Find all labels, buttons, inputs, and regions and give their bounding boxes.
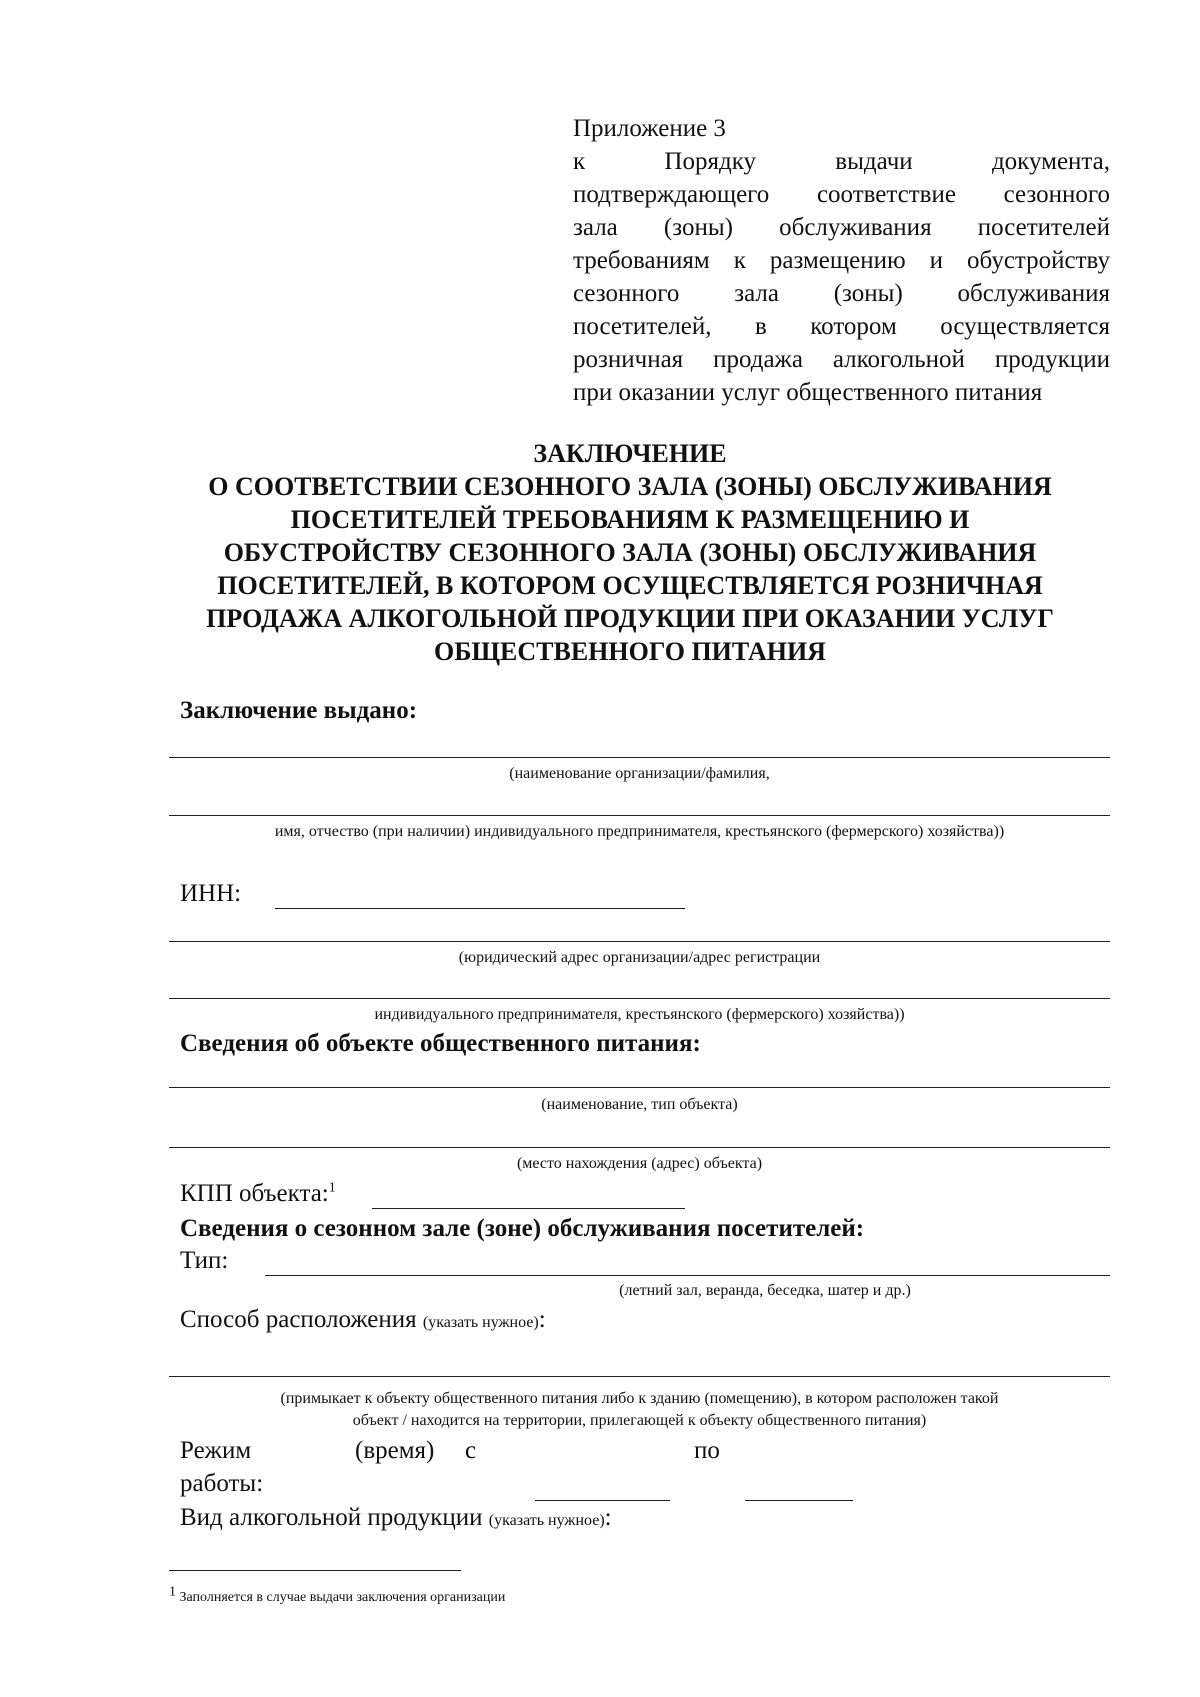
placement-caption-2: объект / находится на территории, прилегающей к объекту общественного питания) <box>352 1412 927 1429</box>
appendix-line: зала (зоны) обслуживания посетителей <box>573 214 1110 241</box>
issued-caption-1: (наименование организации/фамилия, <box>509 765 770 782</box>
document-title <box>150 437 1110 668</box>
time-label: (время) <box>355 1437 435 1464</box>
placement-colon: : <box>538 1306 546 1333</box>
placement-label-text: Способ расположения <box>180 1306 417 1333</box>
appendix-line: при оказании услуг общественного питания <box>573 379 1043 406</box>
placement-hint: (указать нужное) <box>422 1314 539 1331</box>
address-field[interactable] <box>169 941 1110 942</box>
alcohol-label-text: Вид алкогольной продукции <box>180 1504 483 1531</box>
alcohol-label <box>180 1504 612 1532</box>
title-line: ЗАКЛЮЧЕНИЕ <box>533 439 727 468</box>
footnote-text: Заполняется в случае выдачи заключения организации <box>179 1590 506 1605</box>
issued-name-field[interactable] <box>169 757 1110 758</box>
appendix-line: посетителей, в котором осуществляется <box>573 313 1110 340</box>
appendix-line: розничная продажа алкогольной продукции <box>573 346 1110 373</box>
inn-field[interactable] <box>275 908 685 909</box>
footnote <box>169 1584 506 1606</box>
title-line: ПРОДАЖА АЛКОГОЛЬНОЙ ПРОДУКЦИИ ПРИ ОКАЗАНИИ УСЛУГ <box>206 604 1054 633</box>
type-caption: (летний зал, веранда, беседка, шатер и др.) <box>619 1282 911 1299</box>
to-label: по <box>694 1437 720 1464</box>
appendix-line: к Порядку выдачи документа, <box>573 148 1110 175</box>
inn-label: ИНН: <box>180 880 242 907</box>
appendix-line: сезонного зала (зоны) обслуживания <box>573 280 1110 307</box>
footnote-separator <box>169 1570 461 1571</box>
issued-caption-2: имя, отчество (при наличии) индивидуального предпринимателя, крестьянского (фермерского) хозяйства)) <box>274 823 1005 840</box>
footnote-ref: 1 <box>328 1180 336 1196</box>
title-line: О СООТВЕТСТВИИ СЕЗОННОГО ЗАЛА (ЗОНЫ) ОБСЛУЖИВАНИЯ <box>208 472 1052 501</box>
kpp-label-text: КПП объекта: <box>180 1180 329 1207</box>
appendix-heading: Приложение 3 <box>573 115 726 142</box>
season-label: Сведения о сезонном зале (зоне) обслуживания посетителей: <box>180 1215 865 1242</box>
object-name-field[interactable] <box>169 1087 1110 1088</box>
object-address-field[interactable] <box>169 1147 1110 1148</box>
appendix-line: подтверждающего соответствие сезонного <box>573 181 1110 208</box>
placement-label <box>180 1306 546 1334</box>
placement-caption-1: (примыкает к объекту общественного питания либо к зданию (помещению), в котором расположен такой <box>280 1390 999 1407</box>
kpp-label <box>180 1180 336 1208</box>
from-label: с <box>465 1437 477 1464</box>
title-line: ОБЩЕСТВЕННОГО ПИТАНИЯ <box>434 637 826 666</box>
title-line: ПОСЕТИТЕЛЕЙ, В КОТОРОМ ОСУЩЕСТВЛЯЕТСЯ РОЗНИЧНАЯ <box>217 571 1043 600</box>
time-from-field[interactable] <box>535 1500 670 1501</box>
footnote-mark: 1 <box>169 1584 176 1600</box>
object-label: Сведения об объекте общественного питания: <box>180 1030 701 1057</box>
type-field[interactable] <box>265 1275 1110 1276</box>
appendix-header <box>573 112 1110 409</box>
appendix-line: требованиям к размещению и обустройству <box>573 247 1110 274</box>
type-label: Тип: <box>180 1247 229 1274</box>
time-to-field[interactable] <box>745 1500 853 1501</box>
mode-label-2: работы: <box>180 1470 264 1497</box>
address-caption-2: индивидуального предпринимателя, крестьянского (фермерского) хозяйства)) <box>374 1006 905 1023</box>
address-field-2[interactable] <box>169 998 1110 999</box>
issued-name-field-2[interactable] <box>169 815 1110 816</box>
placement-field[interactable] <box>169 1376 1110 1377</box>
object-caption-1: (наименование, тип объекта) <box>541 1096 738 1113</box>
alcohol-colon: : <box>604 1504 612 1531</box>
address-caption-1: (юридический адрес организации/адрес регистрации <box>458 949 821 966</box>
alcohol-hint: (указать нужное) <box>488 1512 605 1529</box>
title-line: ОБУСТРОЙСТВУ СЕЗОННОГО ЗАЛА (ЗОНЫ) ОБСЛУЖИВАНИЯ <box>223 538 1037 567</box>
issued-label: Заключение выдано: <box>180 697 418 724</box>
mode-label-1: Режим <box>180 1437 252 1464</box>
title-line: ПОСЕТИТЕЛЕЙ ТРЕБОВАНИЯМ К РАЗМЕЩЕНИЮ И <box>290 505 970 534</box>
kpp-field[interactable] <box>372 1208 685 1209</box>
object-caption-2: (место нахождения (адрес) объекта) <box>516 1155 763 1172</box>
